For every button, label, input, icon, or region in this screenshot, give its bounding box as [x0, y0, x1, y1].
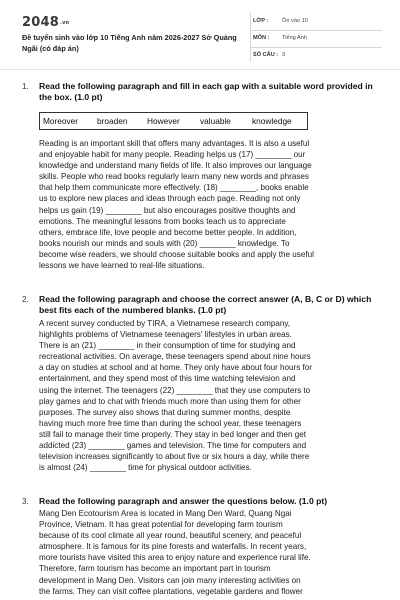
passage-line: purposes. The survey also shows that during summer months, despite [39, 407, 291, 417]
passage-line: Province, Vietnam. It has great potential for developing farm tourism [39, 520, 283, 530]
passage-line: is almost (24) ________ time for physical outdoor activities. [39, 463, 252, 473]
passage-line: because of its cool climate all year round, beautiful scenery, and peaceful [39, 531, 302, 541]
passage-line: play games and to chat with friends much more than using them for other [39, 396, 301, 406]
passage-line: emotions. The meaningful lessons from books teach us to appreciate [39, 216, 286, 226]
passage-line: There is an (21) ________ in their consumption of time for studying and [39, 341, 296, 351]
passage-line: using the internet. The teenagers (22) ________ that they use computers to [39, 385, 311, 395]
header-divider [0, 69, 400, 70]
passage-line: others, embrace life, love people and become better people. In addition, [39, 227, 297, 237]
passage-line: skills. People who read books regularly learn many new words and phrases [39, 172, 309, 182]
word-box-item: Moreover [43, 116, 79, 126]
passage-line: highlights problems of Vietnamese teenagers' lifestyles in urban areas. [39, 330, 292, 340]
passage-line: still fail to manage their time properly. They stay in bed longer and then get [39, 429, 306, 439]
question-number: 1. [22, 82, 29, 91]
passage-line: Reading is an important skill that offers many advantages. It is also a useful [39, 139, 310, 148]
exam-title: Đề tuyển sinh vào lớp 10 Tiếng Anh năm 2026-2027 Sở Quảng Ngãi (có đáp án) [22, 33, 237, 53]
passage-line: addicted (23) ________ games and television. The time for computers and [39, 441, 307, 451]
question-title: Read the following paragraph and answer the questions below. (1.0 pt) [39, 496, 328, 506]
question-passage [39, 508, 379, 597]
passage-line: development in Mang Den. Visitors can join many interesting activities on [39, 575, 301, 585]
word-box [39, 112, 308, 130]
passage-line: Mang Den Ecotourism Area is located in Mang Den Ward, Quang Ngai [39, 509, 292, 518]
word-box-item: valuable [200, 116, 231, 126]
question-title: Read the following paragraph and choose the correct answer (A, B, C or D) which best fits each of the numbered blanks. (1.0 pt) [39, 294, 372, 315]
passage-line: lessons we have learned to real-life situations. [39, 261, 205, 271]
question-title: Read the following paragraph and fill in each gap with a suitable word provided in the box. (1.0 pt) [39, 81, 373, 102]
question-number: 3. [22, 497, 29, 506]
passage-line: and enjoyable habit for many people. Reading helps us (17) ________ our [39, 150, 306, 160]
logo-text: 2048 [22, 15, 59, 30]
passage-line: become wise readers, we should choose suitable books and apply the useful [39, 249, 314, 259]
question-number: 2. [22, 295, 29, 304]
passage-line: A recent survey conducted by TIRA, a Vietnamese research company, [39, 319, 291, 328]
passage-line: entertainment, and they spend most of this time watching television and [39, 374, 296, 384]
meta-value: Ôn vào 10 [282, 18, 308, 24]
passage-line: recreational activities. On average, these teenagers spend about nine hours [39, 352, 311, 362]
site-logo[interactable] [22, 15, 69, 30]
passage-line: Therefore, farm tourism has become an important part in tourism [39, 564, 271, 574]
passage-line: television increases significantly to about five or six hours a day, while there [39, 452, 310, 462]
passage-line: more tourists have visited this area to enjoy nature and experience rural life. [39, 553, 311, 563]
document-header [0, 0, 400, 68]
question-passage [39, 318, 379, 473]
meta-value: 3 [282, 52, 286, 58]
passage-line: helps us gain (19) ________ but also encourages positive thoughts and [39, 205, 296, 215]
word-box-item: broaden [97, 116, 128, 126]
passage-line: a day on studies at school and at home. They only have about four hours for [39, 363, 312, 373]
meta-value: Tiếng Anh [282, 35, 307, 41]
passage-line: us to explore new places and ideas through each page. Reading not only [39, 194, 301, 204]
passage-line: having much more free time than during the school year, these teenagers [39, 418, 302, 428]
meta-label: MÔN : [253, 35, 270, 41]
word-box-item: knowledge [252, 116, 292, 126]
passage-line: atmosphere. It is famous for its pine forests and waterfalls. In recent years, [39, 542, 307, 552]
word-box-item: However [147, 116, 180, 126]
meta-row-class [250, 14, 382, 31]
passage-line: books nourish our minds and souls with (20) ________ knowledge. To [39, 238, 290, 248]
meta-label: SỐ CÂU : [253, 52, 279, 58]
passage-line: the farms. They can visit coffee plantations, vegetable gardens and flower [39, 586, 303, 596]
passage-line: knowledge and understand many fields of life. It also improves our language [39, 161, 312, 171]
exam-meta-table [250, 14, 382, 64]
passage-line: that help them communicate more effectively. (18) ________, books enable [39, 183, 309, 193]
meta-row-question-count [250, 48, 382, 64]
meta-label: LỚP : [253, 18, 269, 24]
question-passage [39, 138, 379, 271]
meta-row-subject [250, 31, 382, 48]
logo-suffix: .vn [59, 19, 70, 26]
